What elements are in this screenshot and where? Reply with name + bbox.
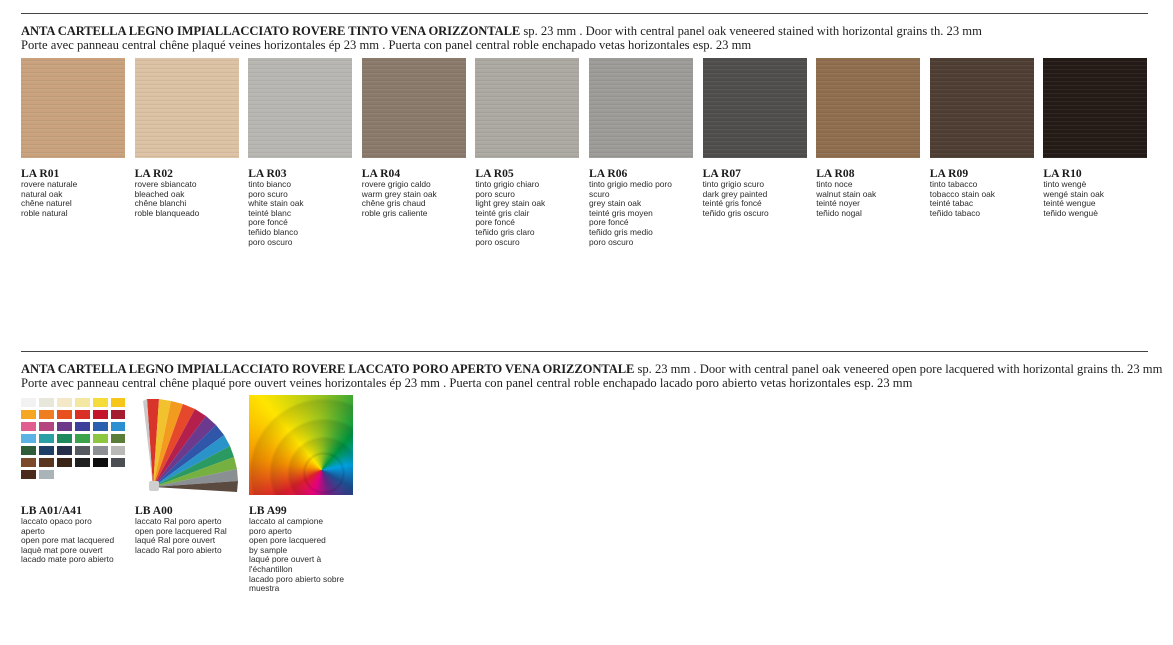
swatch-code: LA R06 <box>589 167 628 180</box>
section-heading <box>21 24 1148 52</box>
wood-grain-texture <box>135 58 239 158</box>
wood-swatch <box>930 58 1034 158</box>
swatch-label: teñido gris oscuro <box>702 207 769 218</box>
swatch-label: poro scuro <box>475 188 515 199</box>
swatch-label: teñido blanco <box>248 226 299 237</box>
swatch-label: warm grey stain oak <box>361 188 437 199</box>
swatch-item[interactable] <box>135 395 241 555</box>
color-chip <box>39 446 54 455</box>
swatch-label: laqué pore ouvert à <box>249 554 322 565</box>
color-chip <box>57 458 72 467</box>
color-chip <box>93 446 108 455</box>
swatch-code: LB A99 <box>249 504 287 517</box>
color-chip <box>39 398 54 407</box>
swatch-label: teñido tabaco <box>929 207 981 218</box>
swatch-label: scuro <box>589 188 610 199</box>
swatch-item[interactable] <box>135 58 241 218</box>
swatch-label: teñido nogal <box>816 207 862 218</box>
section-lacquered-oak <box>21 351 1163 645</box>
swatch-label: tinto noce <box>816 179 853 189</box>
swatch-item[interactable] <box>816 58 922 218</box>
color-chip <box>111 410 125 419</box>
swatch-label: teinté gris moyen <box>589 207 653 218</box>
swatch-label: tinto grigio chiaro <box>475 179 540 189</box>
swatch-label: lacado poro abierto sobre <box>249 573 344 584</box>
swatch-item[interactable] <box>248 58 354 247</box>
swatch-label: poro oscuro <box>248 236 293 247</box>
color-chip <box>39 410 54 419</box>
swatch-description <box>362 180 468 218</box>
swatch-description <box>21 180 127 218</box>
swatch-label: poro aperto <box>249 525 292 536</box>
wood-grain-texture <box>21 58 125 158</box>
swatch-label: tinto tabacco <box>929 179 978 189</box>
swatch-label: light grey stain oak <box>475 198 546 209</box>
swatch-label: teñido gris claro <box>475 226 535 237</box>
color-chip <box>93 434 108 443</box>
swatch-label: open pore lacquered Ral <box>135 525 227 536</box>
section-divider <box>21 351 1148 352</box>
swatch-code: LA R10 <box>1043 167 1082 180</box>
ral-fan-deck-icon <box>135 395 239 495</box>
color-chip <box>21 446 36 455</box>
color-chip <box>93 398 108 407</box>
swatch-grid <box>21 58 1148 308</box>
swatch-code: LA R03 <box>248 167 287 180</box>
wood-swatch <box>589 58 693 158</box>
swatch-label: tinto grigio scuro <box>702 179 765 189</box>
swatch-label: l'échantillon <box>249 563 293 574</box>
color-chart-icon <box>21 395 125 495</box>
swatch-label: natural oak <box>21 188 63 199</box>
swatch-label: chêne naturel <box>21 198 72 209</box>
swatch-label: open pore mat lacquered <box>21 535 115 546</box>
color-chip <box>75 434 90 443</box>
swatch-item[interactable] <box>930 58 1036 218</box>
heading-bold: ANTA CARTELLA LEGNO IMPIALLACCIATO ROVERE LACCATO PORO APERTO VENA ORIZZONTALE <box>21 362 635 376</box>
swatch-description <box>930 180 1036 218</box>
swatch-description <box>703 180 809 218</box>
heading-description: sp. 23 mm . Door with central panel oak veneered open pore lacquered with horizontal grains th. 23 mm <box>634 362 1163 376</box>
swatch-label: open pore lacquered <box>249 535 326 546</box>
swatch-label: rovere grigio caldo <box>361 179 431 189</box>
swatch-label: lacado Ral poro abierto <box>135 544 222 555</box>
wood-swatch <box>816 58 920 158</box>
wood-swatch <box>362 58 466 158</box>
wood-swatch <box>475 58 579 158</box>
wood-swatch <box>135 58 239 158</box>
swatch-description <box>249 517 355 594</box>
swatch-code: LA R02 <box>134 167 173 180</box>
color-chip <box>39 422 54 431</box>
color-chip <box>57 410 72 419</box>
swatch-grid <box>21 395 1148 645</box>
swatch-item[interactable] <box>21 58 127 218</box>
swatch-label: poro oscuro <box>475 236 520 247</box>
heading-translation: Porte avec panneau central chêne plaqué pore ouvert veines horizontales ép 23 mm . Puerta con panel central roble enchapado lacado poro abierto vetas horizontales esp. 23 mm <box>21 376 913 390</box>
swatch-item[interactable] <box>703 58 809 218</box>
wood-swatch <box>21 58 125 158</box>
section-stained-oak <box>21 13 1148 308</box>
swatch-label: pore foncé <box>589 217 629 228</box>
color-chip <box>39 470 54 479</box>
swatch-label: teinté blanc <box>248 207 292 218</box>
wood-grain-texture <box>475 58 579 158</box>
swatch-label: pore foncé <box>248 217 288 228</box>
color-chip <box>111 422 125 431</box>
swatch-label: teinté gris foncé <box>702 198 762 209</box>
color-chip <box>21 422 36 431</box>
swatch-label: laqué Ral pore ouvert <box>135 535 216 546</box>
swatch-label: tobacco stain oak <box>929 188 995 199</box>
swatch-description <box>135 517 241 555</box>
rainbow-swirl-icon <box>249 395 353 495</box>
swatch-item[interactable] <box>249 395 355 594</box>
swatch-label: lacado mate poro abierto <box>21 554 114 565</box>
swatch-label: laccato opaco poro aperto <box>21 516 92 536</box>
swatch-label: teinté gris clair <box>475 207 530 218</box>
swatch-description <box>589 180 695 247</box>
color-chip <box>21 470 36 479</box>
swatch-code: LA R09 <box>929 167 969 180</box>
swatch-item[interactable] <box>21 395 127 565</box>
wood-grain-texture <box>930 58 1034 158</box>
swatch-label: dark grey painted <box>702 188 768 199</box>
swatch-description <box>21 517 127 565</box>
heading-translation: Porte avec panneau central chêne plaqué veines horizontales ép 23 mm . Puerta con panel central roble enchapado vetas horizontales esp. 23 mm <box>21 38 752 52</box>
swatch-label: white stain oak <box>248 198 304 209</box>
swatch-label: tinto grigio medio poro <box>589 179 672 189</box>
swatch-label: by sample <box>249 544 288 555</box>
swatch-label: tinto bianco <box>248 179 292 189</box>
swatch-label: walnut stain oak <box>816 188 877 199</box>
color-chip <box>75 410 90 419</box>
wood-grain-texture <box>248 58 352 158</box>
swatch-label: laquè mat pore ouvert <box>21 544 103 555</box>
swatch-label: teñido wenguè <box>1043 207 1098 218</box>
swatch-label: chêne gris chaud <box>361 198 426 209</box>
wood-grain-texture <box>589 58 693 158</box>
color-chip <box>93 422 108 431</box>
swatch-label: wengé stain oak <box>1043 188 1104 199</box>
swatch-description <box>816 180 922 218</box>
swatch-label: teinté wengue <box>1043 198 1096 209</box>
section-divider <box>21 13 1148 14</box>
wood-grain-texture <box>1043 58 1147 158</box>
color-chip <box>75 422 90 431</box>
swatch-label: teinté noyer <box>816 198 860 209</box>
swatch-label: poro oscuro <box>589 236 634 247</box>
swatch-label: muestra <box>249 583 280 594</box>
swatch-code: LB A00 <box>135 504 173 517</box>
swatch-label: teinté tabac <box>929 198 974 209</box>
swatch-description <box>475 180 581 247</box>
swatch-label: rovere sbiancato <box>134 179 197 189</box>
swatch-item[interactable] <box>475 58 581 247</box>
color-chip <box>21 410 36 419</box>
color-chip <box>21 398 36 407</box>
color-chip <box>39 458 54 467</box>
color-chip <box>57 422 72 431</box>
swatch-label: grey stain oak <box>589 198 642 209</box>
color-chip <box>111 398 125 407</box>
color-chip <box>75 398 90 407</box>
swatch-label: pore foncé <box>475 217 515 228</box>
wood-grain-texture <box>362 58 466 158</box>
swatch-label: rovere naturale <box>21 179 78 189</box>
swatch-code: LA R08 <box>816 167 855 180</box>
swatch-label: tinto wengè <box>1043 179 1087 189</box>
color-chip <box>111 446 125 455</box>
wood-swatch <box>248 58 352 158</box>
color-chip <box>21 434 36 443</box>
swatch-code: LA R07 <box>702 167 741 180</box>
color-chip <box>93 458 108 467</box>
swatch-item[interactable] <box>589 58 695 247</box>
ral-fan-deck-graphic <box>135 395 239 495</box>
swatch-item[interactable] <box>1043 58 1149 218</box>
section-heading <box>21 362 1163 390</box>
color-chip <box>39 434 54 443</box>
swatch-label: teñido gris medio <box>589 226 653 237</box>
swatch-code: LB A01/A41 <box>21 504 82 517</box>
swatch-label: roble gris caliente <box>361 207 428 218</box>
color-chip <box>57 434 72 443</box>
swatch-description <box>135 180 241 218</box>
color-chip <box>57 398 72 407</box>
color-chip <box>111 458 125 467</box>
swatch-label: roble blanqueado <box>134 207 200 218</box>
swatch-label: roble natural <box>21 207 68 218</box>
swatch-label: laccato al campione <box>249 516 324 526</box>
swatch-code: LA R01 <box>21 167 60 180</box>
wood-grain-texture <box>703 58 807 158</box>
wood-grain-texture <box>816 58 920 158</box>
swatch-description <box>248 180 354 247</box>
wood-swatch <box>1043 58 1147 158</box>
swatch-code: LA R04 <box>361 167 401 180</box>
swatch-label: bleached oak <box>134 188 185 199</box>
swatch-label: chêne blanchi <box>134 198 187 209</box>
swatch-item[interactable] <box>362 58 468 218</box>
color-chip <box>57 446 72 455</box>
color-chip <box>111 434 125 443</box>
color-chart-grid <box>21 395 125 479</box>
heading-bold: ANTA CARTELLA LEGNO IMPIALLACCIATO ROVERE TINTO VENA ORIZZONTALE <box>21 24 521 38</box>
heading-description: sp. 23 mm . Door with central panel oak veneered stained with horizontal grains th. 23 mm <box>520 24 982 38</box>
swatch-description <box>1043 180 1149 218</box>
swatch-label: laccato Ral poro aperto <box>135 516 222 526</box>
swatch-code: LA R05 <box>475 167 514 180</box>
color-chip <box>21 458 36 467</box>
color-chip <box>75 458 90 467</box>
color-chip <box>93 410 108 419</box>
wood-swatch <box>703 58 807 158</box>
color-chip <box>75 446 90 455</box>
swatch-label: poro scuro <box>248 188 288 199</box>
